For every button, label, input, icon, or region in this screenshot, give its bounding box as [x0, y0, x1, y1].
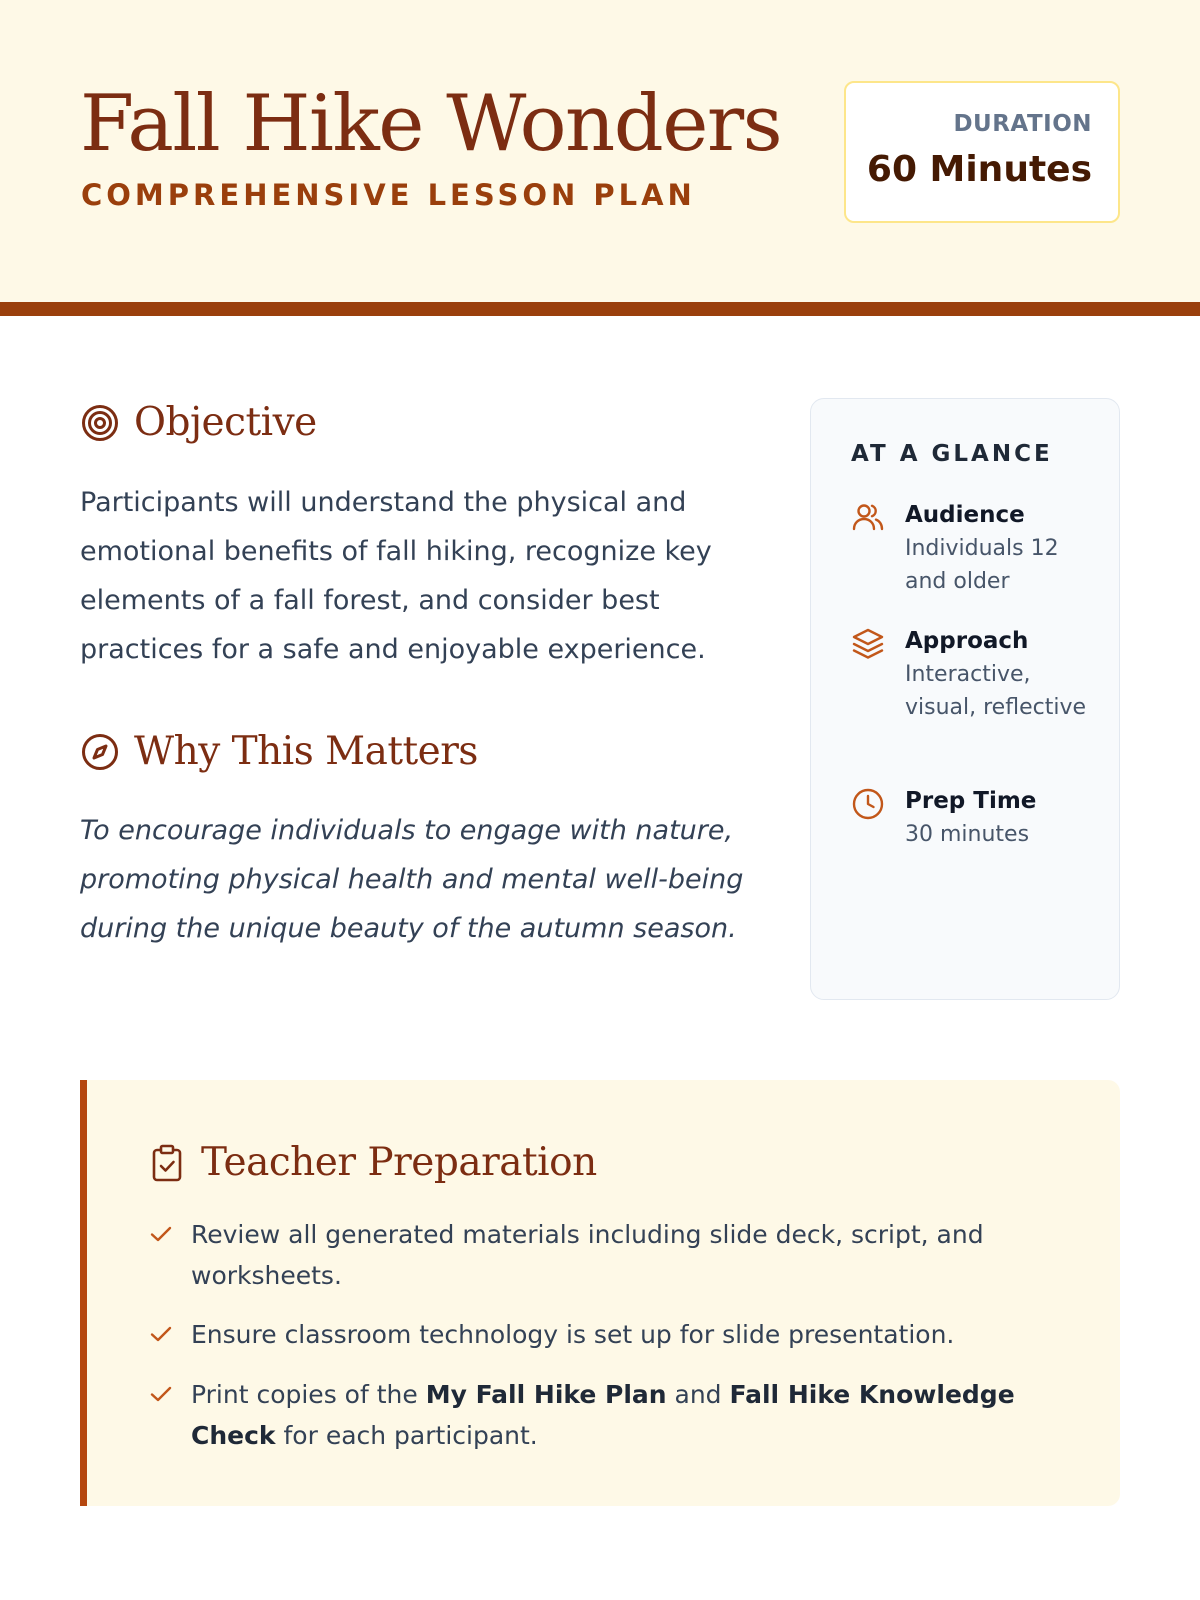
target-icon [80, 403, 120, 443]
preparation-title: Teacher Preparation [201, 1140, 597, 1185]
check-icon [149, 1222, 173, 1246]
checklist-text-prefix: Print copies of the [191, 1380, 426, 1409]
checklist-text: Review all generated materials including slide deck, script, and worksheets. [191, 1220, 984, 1290]
glance-value: Interactive, visual, reflective [905, 662, 1086, 720]
check-icon [149, 1322, 173, 1346]
at-a-glance-card [810, 398, 1120, 1000]
header-banner [0, 0, 1200, 302]
glance-label: Audience [905, 502, 1025, 528]
worksheet-name-knowledge-check: Fall Hike Knowledge Check [191, 1380, 1015, 1450]
clock-icon [851, 787, 885, 821]
worksheet-name-plan: My Fall Hike Plan [425, 1380, 667, 1409]
glance-label: Prep Time [905, 788, 1037, 814]
duration-card [844, 81, 1120, 223]
duration-value: 60 Minutes [866, 149, 1092, 190]
glance-value: Individuals 12 and older [905, 536, 1059, 594]
page-subtitle: COMPREHENSIVE LESSON PLAN [81, 178, 696, 212]
layers-icon [851, 627, 885, 661]
duration-label: DURATION [953, 111, 1092, 137]
glance-title: AT A GLANCE [851, 441, 1053, 467]
objective-title: Objective [134, 400, 317, 445]
why-title: Why This Matters [134, 729, 478, 774]
check-icon [149, 1382, 173, 1406]
checklist-text-middle: and [666, 1380, 730, 1409]
header-divider [0, 302, 1200, 316]
clipboard-check-icon [149, 1143, 185, 1183]
glance-label: Approach [905, 628, 1029, 654]
objective-heading [80, 400, 317, 445]
page-title: Fall Hike Wonders [80, 79, 782, 169]
teacher-preparation-panel [80, 1080, 1120, 1506]
glance-value: 30 minutes [905, 822, 1030, 847]
users-icon [851, 501, 885, 535]
checklist-text: Ensure classroom technology is set up for slide presentation. [191, 1320, 955, 1349]
checklist-text-suffix: for each participant. [275, 1421, 538, 1450]
objective-text: Participants will understand the physical and emotional benefits of fall hiking, recognize key elements of a fall forest, and consider best practices for a safe and enjoyable experience. [80, 487, 712, 665]
preparation-heading [149, 1140, 597, 1185]
why-heading [80, 729, 478, 774]
why-text: To encourage individuals to engage with nature, promoting physical health and mental well-being during the unique beauty of the autumn season. [80, 815, 744, 944]
compass-icon [80, 732, 120, 772]
checklist-text [191, 1374, 1091, 1456]
